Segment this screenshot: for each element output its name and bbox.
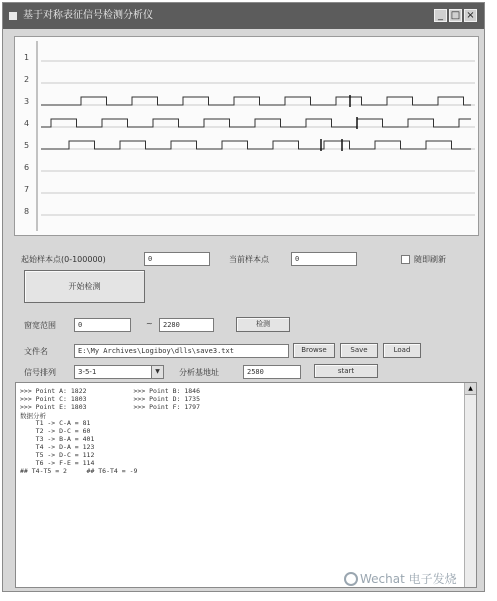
signal-order-value: 3-5-1 <box>78 368 97 376</box>
log-line: T1 -> C-A = 81 <box>20 419 91 427</box>
auto-refresh-label: 随即刷新 <box>414 255 446 264</box>
analysis-label: 分析基地址 <box>179 368 219 377</box>
file-label: 文件名 <box>24 347 48 356</box>
scroll-up-icon[interactable]: ▲ <box>465 383 476 395</box>
window-range-label: 窗宽范围 <box>24 321 56 330</box>
app-window <box>2 2 485 592</box>
channel-label: 3 <box>24 97 30 106</box>
log-line: T5 -> D-C = 112 <box>20 451 95 459</box>
app-icon <box>9 12 17 20</box>
browse-button[interactable]: Browse <box>293 343 335 358</box>
load-button[interactable]: Load <box>383 343 421 358</box>
window-range-to-input[interactable]: 2280 <box>159 318 214 332</box>
current-sample-input[interactable]: 0 <box>291 252 357 266</box>
waveform-panel <box>14 36 479 236</box>
current-sample-label: 当前样本点 <box>229 255 269 264</box>
save-button[interactable]: Save <box>340 343 378 358</box>
channel-label: 8 <box>24 207 30 216</box>
start-detect-button[interactable]: 开始检测 <box>24 270 145 303</box>
log-line: T6 -> F-E = 114 <box>20 459 95 467</box>
log-line: >>> Point C: 1803 >>> Point D: 1735 <box>20 395 201 403</box>
log-line: >>> Point E: 1803 >>> Point F: 1797 <box>20 403 201 411</box>
signal-order-label: 信号排列 <box>24 368 56 377</box>
channel-label: 5 <box>24 141 30 150</box>
start-sample-label: 起始样本点(0-100000) <box>21 255 106 264</box>
waveform-trace-3 <box>41 97 471 105</box>
signal-order-select[interactable] <box>74 365 164 379</box>
output-log[interactable] <box>15 382 477 588</box>
channel-label: 1 <box>24 53 30 62</box>
log-line: 数据分析 <box>20 412 46 420</box>
maximize-icon[interactable]: □ <box>450 10 461 21</box>
watermark: Wechat 电子发烧 <box>360 572 457 586</box>
window-range-from-input[interactable]: 0 <box>74 318 131 332</box>
log-line: T2 -> D-C = 60 <box>20 427 91 435</box>
window-title: 基于对称表征信号检测分析仪 <box>23 10 153 21</box>
vertical-scrollbar[interactable] <box>464 383 476 587</box>
auto-refresh-checkbox[interactable] <box>401 255 410 264</box>
range-separator: ~ <box>146 319 153 328</box>
close-icon[interactable]: × <box>464 9 477 22</box>
channel-label: 4 <box>24 119 30 128</box>
waveform-trace-5 <box>41 141 471 149</box>
minimize-icon[interactable]: _ <box>434 9 447 22</box>
watermark-logo-icon <box>344 572 358 586</box>
log-line: ## T4-T5 = 2 ## T6-T4 = -9 <box>20 467 138 475</box>
channel-label: 7 <box>24 185 30 194</box>
waveform-plot <box>15 37 478 235</box>
start-sample-input[interactable]: 0 <box>144 252 210 266</box>
start-button[interactable]: start <box>314 364 378 378</box>
log-line: T4 -> D-A = 123 <box>20 443 95 451</box>
chevron-down-icon[interactable]: ▼ <box>151 366 163 378</box>
waveform-trace-4 <box>41 119 471 127</box>
analysis-input[interactable]: 2580 <box>243 365 301 379</box>
log-line: T3 -> B-A = 401 <box>20 435 95 443</box>
log-line: >>> Point A: 1822 >>> Point B: 1846 <box>20 387 201 395</box>
channel-label: 6 <box>24 163 30 172</box>
detect-button[interactable]: 检测 <box>236 317 290 332</box>
title-bar <box>3 3 484 29</box>
file-path-input[interactable]: E:\My Archives\Logiboy\dlls\save3.txt <box>74 344 289 358</box>
channel-label: 2 <box>24 75 30 84</box>
